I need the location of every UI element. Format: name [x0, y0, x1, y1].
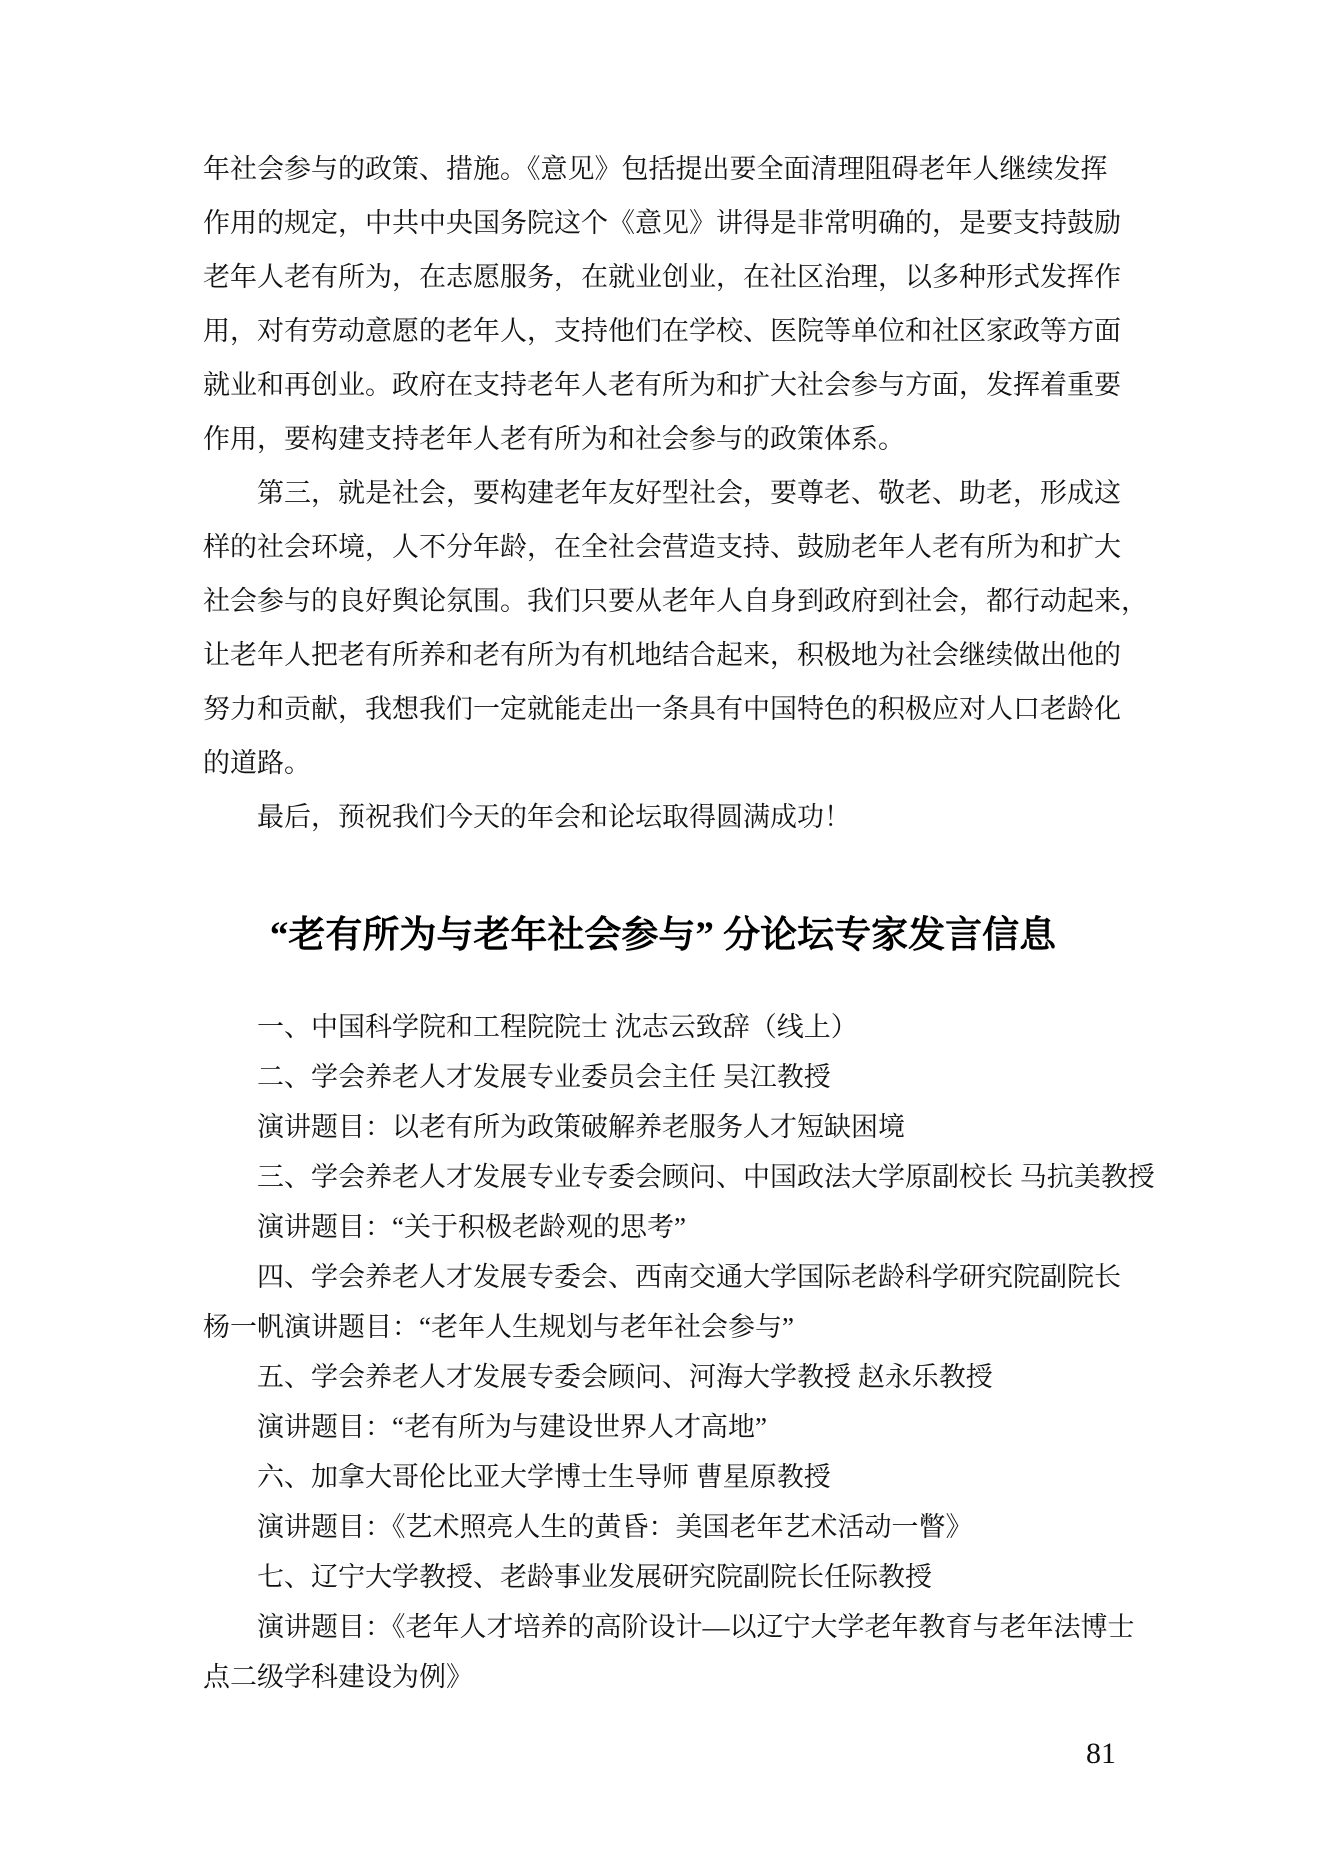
body-line: 努力和贡献，我想我们一定就能走出一条具有中国特色的积极应对人口老龄化 [203, 694, 1121, 724]
body-line: 用，对有劳动意愿的老年人，支持他们在学校、医院等单位和社区家政等方面 [203, 316, 1121, 346]
forum-line: 杨一帆演讲题目：“老年人生规划与老年社会参与” [203, 1312, 794, 1342]
forum-line: 二、学会养老人才发展专业委员会主任 吴江教授 [203, 1062, 831, 1092]
body-line: 作用的规定，中共中央国务院这个《意见》讲得是非常明确的，是要支持鼓励 [203, 208, 1121, 238]
body-line: 第三，就是社会，要构建老年友好型社会，要尊老、敬老、助老，形成这 [203, 478, 1121, 508]
body-line: 年社会参与的政策、措施。《意见》包括提出要全面清理阻碍老年人继续发挥 [203, 154, 1108, 184]
body-line: 让老年人把老有所养和老有所为有机地结合起来，积极地为社会继续做出他的 [203, 640, 1121, 670]
body-line: 社会参与的良好舆论氛围。我们只要从老年人自身到政府到社会，都行动起来， [203, 586, 1148, 616]
forum-line: 演讲题目：“关于积极老龄观的思考” [203, 1212, 686, 1242]
body-line: 老年人老有所为，在志愿服务，在就业创业，在社区治理，以多种形式发挥作 [203, 262, 1121, 292]
page-number: 81 [1086, 1737, 1116, 1770]
forum-line: 演讲题目：以老有所为政策破解养老服务人才短缺困境 [203, 1112, 905, 1142]
body-line: 最后，预祝我们今天的年会和论坛取得圆满成功！ [203, 802, 851, 832]
forum-line: 演讲题目：《老年人才培养的高阶设计—以辽宁大学老年教育与老年法博士 [203, 1612, 1135, 1642]
forum-line: 三、学会养老人才发展专业专委会顾问、中国政法大学原副校长 马抗美教授 [203, 1162, 1155, 1192]
forum-line: 点二级学科建设为例》 [203, 1662, 473, 1692]
body-line: 的道路。 [203, 748, 311, 778]
body-line: 就业和再创业。政府在支持老年人老有所为和扩大社会参与方面，发挥着重要 [203, 370, 1121, 400]
forum-line: 七、辽宁大学教授、老龄事业发展研究院副院长任际教授 [203, 1562, 932, 1592]
forum-section-heading: “老有所为与老年社会参与” 分论坛专家发言信息 [269, 915, 1057, 956]
forum-line: 一、中国科学院和工程院院士 沈志云致辞（线上） [203, 1012, 858, 1042]
body-line: 样的社会环境，人不分年龄，在全社会营造支持、鼓励老年人老有所为和扩大 [203, 532, 1121, 562]
forum-line: 六、加拿大哥伦比亚大学博士生导师 曹星原教授 [203, 1462, 831, 1492]
forum-line: 五、学会养老人才发展专委会顾问、河海大学教授 赵永乐教授 [203, 1362, 993, 1392]
body-line: 作用，要构建支持老年人老有所为和社会参与的政策体系。 [203, 424, 905, 454]
forum-line: 演讲题目：“老有所为与建设世界人才高地” [203, 1412, 767, 1442]
forum-line: 演讲题目：《艺术照亮人生的黄昏：美国老年艺术活动一瞥》 [203, 1512, 973, 1542]
forum-line: 四、学会养老人才发展专委会、西南交通大学国际老龄科学研究院副院长 [203, 1262, 1121, 1292]
